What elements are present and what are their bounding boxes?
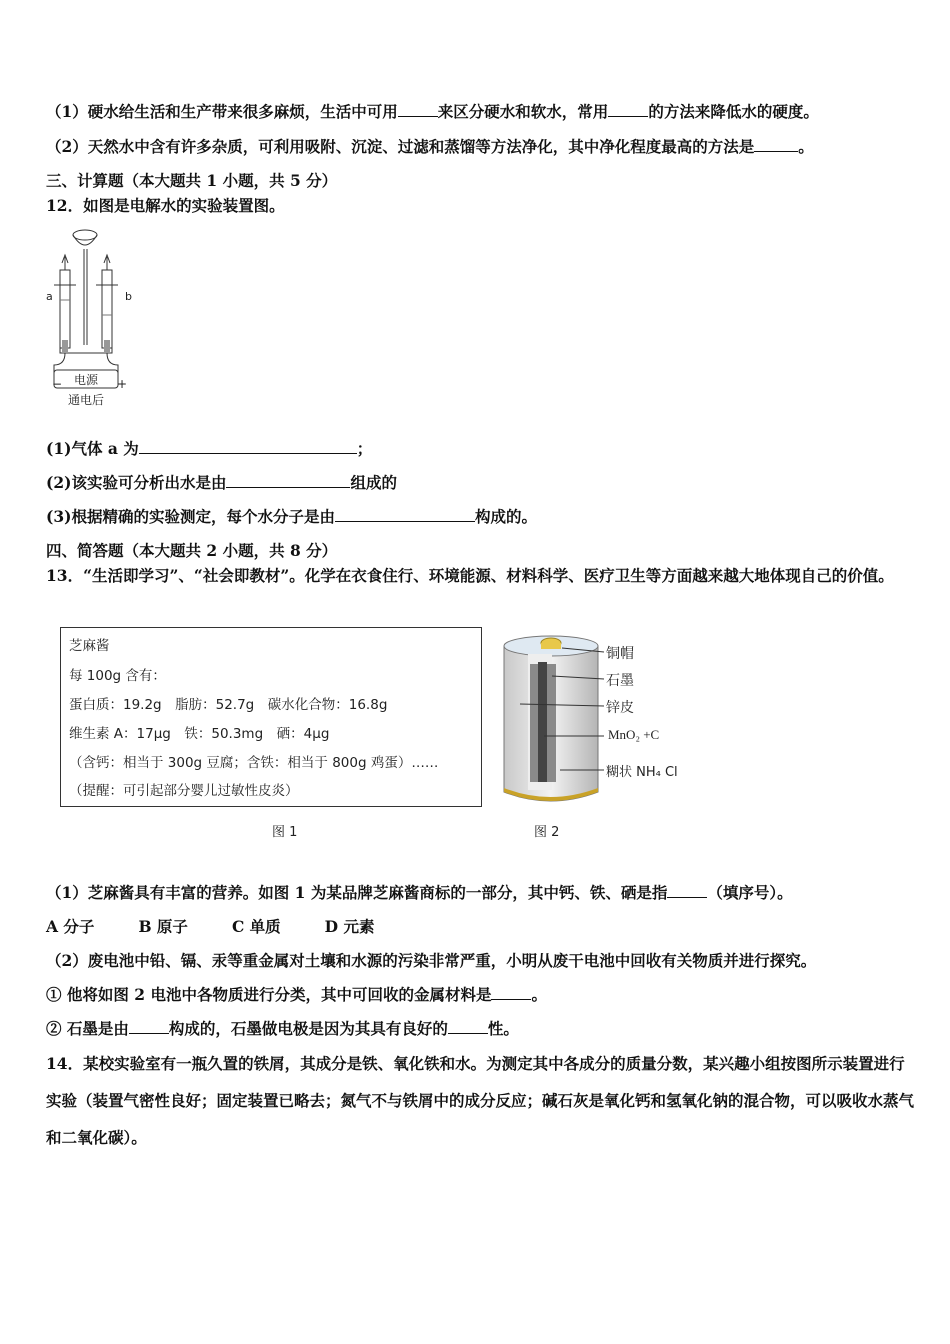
option-b[interactable]: B 原子 (138, 917, 188, 936)
answer-blank[interactable] (226, 473, 350, 488)
battery-label-nh4cl: 糊状 NH₄ Cl (606, 765, 678, 780)
minus-sign: − (52, 377, 63, 391)
power-source-label: 电源 (74, 373, 99, 387)
option-a[interactable]: A 分子 (46, 917, 95, 936)
tube-label-b: b (125, 290, 132, 303)
q14-text: 14．某校实验室有一瓶久置的铁屑，其成分是铁、氧化铁和水。为测定其中各成分的质量分数，某兴趣小组按图所示装置进行实验（装置气密性良好；固定装置已略去；氮气不与铁屑中的成分反应；碱石灰是氧化钙和氢氧化钠的混合物，可以吸收水蒸气和二氧化碳）。 (46, 1054, 915, 1147)
label-line: 维生素 A：17μg 铁：50.3mg 硒：4μg (69, 726, 330, 742)
label-line: （提醒：可引起部分婴儿过敏性皮炎） (69, 783, 299, 799)
label-line: 蛋白质：19.2g 脂肪：52.7g 碳水化合物：16.8g (69, 697, 388, 713)
answer-blank[interactable] (139, 439, 357, 454)
answer-blank[interactable] (129, 1019, 169, 1034)
section-heading-4: 四、简答题（本大题共 2 小题，共 8 分） (46, 541, 338, 560)
answer-blank[interactable] (608, 102, 648, 117)
q11-part1: （1）硬水给生活和生产带来很多麻烦，生活中可用 来区分硬水和软水，常用 的方法来降低水的硬度。 (46, 102, 819, 121)
q13-sub1: （1）芝麻酱具有丰富的营养。如图 1 为某品牌芝麻酱商标的一部分，其中钙、铁、硒是指 （填序号）。 (46, 883, 793, 902)
q13-stem: 13．“生活即学习”、“社会即教材”。化学在衣食住行、环境能源、材料科学、医疗卫生等方面越来越大地体现自己的价值。 (46, 566, 894, 585)
figure-1-caption: 图 1 (272, 825, 298, 840)
answer-blank[interactable] (398, 102, 438, 117)
q13-options (46, 917, 419, 937)
option-d[interactable]: D 元素 (324, 917, 375, 936)
dry-battery-figure (500, 632, 610, 810)
q11-part2: （2）天然水中含有许多杂质，可利用吸附、沉淀、过滤和蒸馏等方法净化，其中净化程度最高的方法是 。 (46, 137, 814, 156)
label-line: （含钙：相当于 300g 豆腐；含铁：相当于 800g 鸡蛋）…… (69, 755, 439, 771)
battery-label-zinc: 锌皮 (606, 700, 634, 716)
battery-label-copper-cap: 铜帽 (606, 646, 634, 662)
answer-blank[interactable] (491, 985, 531, 1000)
answer-blank[interactable] (448, 1019, 488, 1034)
q12-sub2: (2)该实验可分析出水是由 组成的 (46, 473, 397, 492)
figure-2-caption: 图 2 (534, 825, 560, 840)
answer-blank[interactable] (335, 507, 475, 522)
battery-label-mno2: MnO₂ +C (608, 727, 660, 742)
option-c[interactable]: C 单质 (231, 917, 281, 936)
q12-sub1: (1)气体 a 为 ； (46, 439, 373, 458)
section-heading-3: 三、计算题（本大题共 1 小题，共 5 分） (46, 171, 338, 190)
q12-sub3: (3)根据精确的实验测定，每个水分子是由 构成的。 (46, 507, 537, 526)
answer-blank[interactable] (754, 137, 798, 152)
label-line: 每 100g 含有： (69, 668, 166, 684)
q13-sub2-1: ① 他将如图 2 电池中各物质进行分类，其中可回收的金属材料是 。 (46, 985, 547, 1004)
answer-blank[interactable] (667, 883, 707, 898)
q12-stem: 12．如图是电解水的实验装置图。 (46, 196, 285, 215)
sesame-paste-label (60, 627, 482, 807)
q13-sub2: （2）废电池中铅、镉、汞等重金属对土壤和水源的污染非常严重，小明从废干电池中回收有关物质并进行探究。 (46, 951, 817, 970)
plus-sign: + (117, 377, 128, 391)
tube-label-a: a (46, 290, 53, 303)
figure-caption-energized: 通电后 (68, 393, 105, 407)
label-title: 芝麻酱 (69, 638, 110, 654)
q13-sub2-2: ② 石墨是由 构成的，石墨做电极是因为其具有良好的 性。 (46, 1019, 519, 1038)
battery-label-graphite: 石墨 (606, 673, 634, 689)
